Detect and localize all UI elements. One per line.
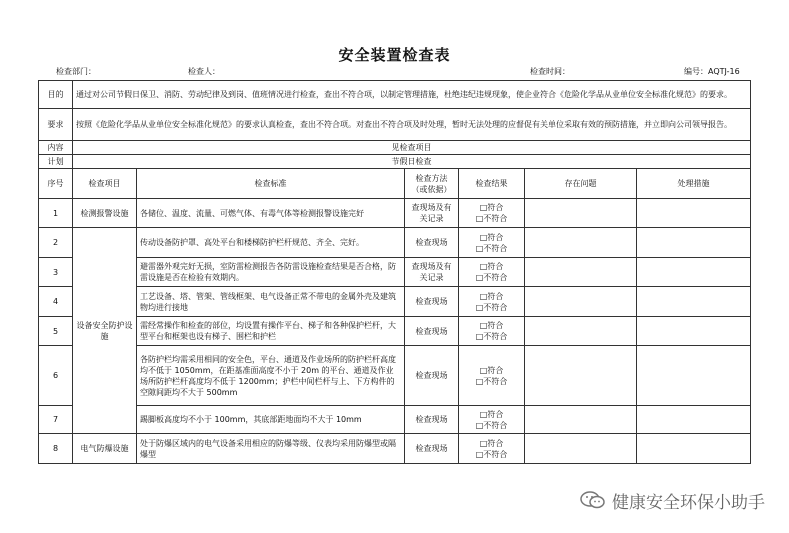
- row-no: 8: [39, 434, 73, 464]
- option-nonconform[interactable]: □不符合: [475, 376, 508, 386]
- row-standard: 各防护栏均需采用相同的安全色，平台、通道及作业场所的防护栏杆高度均不低于 1050mm，在距基准面高度不小于 20m 的平台、通道及作业场所防护栏杆高度均不低于 1200mm；护栏中间栏杆与上、下方构件的空隙间距均不大于 500mm: [137, 346, 405, 406]
- inspection-table: [38, 80, 751, 464]
- meta-dept: 检查部门：: [56, 67, 96, 76]
- requirement-row: [39, 109, 751, 141]
- row-standard: 各储位、温度、流量、可燃气体、有毒气体等检测报警设施完好: [137, 199, 405, 228]
- option-nonconform[interactable]: □不符合: [475, 420, 508, 430]
- problem-cell[interactable]: [525, 258, 637, 287]
- option-conform[interactable]: □符合: [479, 203, 504, 212]
- problem-cell[interactable]: [525, 317, 637, 346]
- watermark: [580, 487, 765, 513]
- row-no: 2: [39, 228, 73, 258]
- option-nonconform[interactable]: □不符合: [475, 273, 508, 282]
- problem-cell[interactable]: [525, 199, 637, 228]
- purpose-label: 目的: [39, 81, 73, 109]
- action-cell[interactable]: [637, 434, 751, 464]
- content-row: [39, 141, 751, 155]
- option-conform[interactable]: □符合: [479, 438, 504, 448]
- problem-cell[interactable]: [525, 346, 637, 406]
- action-cell[interactable]: [637, 317, 751, 346]
- option-nonconform[interactable]: □不符合: [475, 332, 508, 341]
- meta-inspector: 检查人：: [188, 67, 220, 76]
- row-no: 7: [39, 406, 73, 434]
- table-row: [39, 406, 751, 434]
- group-protection: 设备安全防护设施: [73, 228, 137, 434]
- action-cell[interactable]: [637, 199, 751, 228]
- group-detection-alarm: 检测报警设施: [73, 199, 137, 228]
- header-result: 检查结果: [459, 169, 525, 199]
- row-no: 5: [39, 317, 73, 346]
- table-row: [39, 228, 751, 258]
- option-nonconform[interactable]: □不符合: [475, 302, 508, 312]
- action-cell[interactable]: [637, 287, 751, 317]
- meta-time: 检查时间：: [530, 67, 570, 76]
- result-options: [459, 258, 525, 287]
- wechat-icon: [580, 490, 606, 510]
- page-title: 安全装置检查表: [338, 46, 451, 64]
- table-row: [39, 317, 751, 346]
- action-cell[interactable]: [637, 406, 751, 434]
- option-nonconform[interactable]: □不符合: [475, 449, 508, 459]
- table-row: [39, 258, 751, 287]
- group-explosion-proof: 电气防爆设施: [73, 434, 137, 464]
- header-row: [39, 169, 751, 199]
- row-standard: 需经常操作和检查的部位，均设置有操作平台、梯子和各种保护栏杆，大型平台和框架也设有梯子、围栏和护栏: [137, 317, 405, 346]
- option-nonconform[interactable]: □不符合: [475, 243, 508, 253]
- row-no: 6: [39, 346, 73, 406]
- row-standard: 工艺设备、塔、管架、管线框架、电气设备正常不带电的金属外壳及建筑物均进行接地: [137, 287, 405, 317]
- header-standard: 检查标准: [137, 169, 405, 199]
- requirement-label: 要求: [39, 109, 73, 141]
- content-label: 内容: [39, 141, 73, 155]
- plan-text: 节假日检查: [73, 155, 751, 169]
- action-cell[interactable]: [637, 346, 751, 406]
- header-problem: 存在问题: [525, 169, 637, 199]
- row-method: 查现场及有关记录: [405, 258, 459, 287]
- row-method: 检查现场: [405, 228, 459, 258]
- option-conform[interactable]: □符合: [479, 365, 504, 375]
- content-text: 见检查项目: [73, 141, 751, 155]
- option-conform[interactable]: □符合: [479, 262, 504, 271]
- row-no: 4: [39, 287, 73, 317]
- option-conform[interactable]: □符合: [479, 409, 504, 419]
- row-standard: 踢脚板高度均不小于 100mm，其底部距地面均不大于 10mm: [137, 406, 405, 434]
- table-row: [39, 287, 751, 317]
- problem-cell[interactable]: [525, 406, 637, 434]
- row-no: 3: [39, 258, 73, 287]
- row-standard: 避雷器外观完好无损，室防雷检测报告各防雷设施检查结果是否合格，防雷设施是否在检验有效期内。: [137, 258, 405, 287]
- row-method: 检查现场: [405, 346, 459, 406]
- result-options: [459, 346, 525, 406]
- purpose-row: [39, 81, 751, 109]
- header-no: 序号: [39, 169, 73, 199]
- header-item: 检查项目: [73, 169, 137, 199]
- meta-code: 编号：AQTJ-16: [684, 67, 740, 76]
- row-standard: 传动设备防护罩、高处平台和楼梯防护栏杆规范、齐全、完好。: [137, 228, 405, 258]
- row-method: 查现场及有关记录: [405, 199, 459, 228]
- action-cell[interactable]: [637, 258, 751, 287]
- row-method: 检查现场: [405, 287, 459, 317]
- result-options: [459, 317, 525, 346]
- option-nonconform[interactable]: □不符合: [475, 214, 508, 223]
- header-action: 处理措施: [637, 169, 751, 199]
- row-standard: 处于防爆区域内的电气设备采用相应的防爆等级、仪表均采用防爆型或隔爆型: [137, 434, 405, 464]
- table-row: [39, 346, 751, 406]
- watermark-text: 健康安全环保小助手: [612, 492, 765, 513]
- action-cell[interactable]: [637, 228, 751, 258]
- result-options: [459, 228, 525, 258]
- purpose-text: 通过对公司节假日保卫、消防、劳动纪律及到岗、值班情况进行检查，查出不符合项，以制定管理措施，杜绝违纪违规现象，使企业符合《危险化学品从业单位安全标准化规范》的要求。: [73, 81, 751, 109]
- problem-cell[interactable]: [525, 287, 637, 317]
- option-conform[interactable]: □符合: [479, 232, 504, 242]
- result-options: [459, 199, 525, 228]
- option-conform[interactable]: □符合: [479, 291, 504, 301]
- row-method: 检查现场: [405, 406, 459, 434]
- table-row: [39, 199, 751, 228]
- plan-row: [39, 155, 751, 169]
- row-method: 检查现场: [405, 434, 459, 464]
- result-options: [459, 287, 525, 317]
- option-conform[interactable]: □符合: [479, 321, 504, 330]
- row-method: 检查现场: [405, 317, 459, 346]
- table-row: [39, 434, 751, 464]
- plan-label: 计划: [39, 155, 73, 169]
- result-options: [459, 434, 525, 464]
- header-method: 检查方法（或依据）: [405, 169, 459, 199]
- requirement-text: 按照《危险化学品从业单位安全标准化规范》的要求认真检查，查出不符合项。对查出不符合项及时处理，暂时无法处理的应督促有关单位采取有效的预防措施，并立即向公司领导报告。: [73, 109, 751, 141]
- meta-line: [38, 66, 750, 79]
- row-no: 1: [39, 199, 73, 228]
- problem-cell[interactable]: [525, 434, 637, 464]
- result-options: [459, 406, 525, 434]
- problem-cell[interactable]: [525, 228, 637, 258]
